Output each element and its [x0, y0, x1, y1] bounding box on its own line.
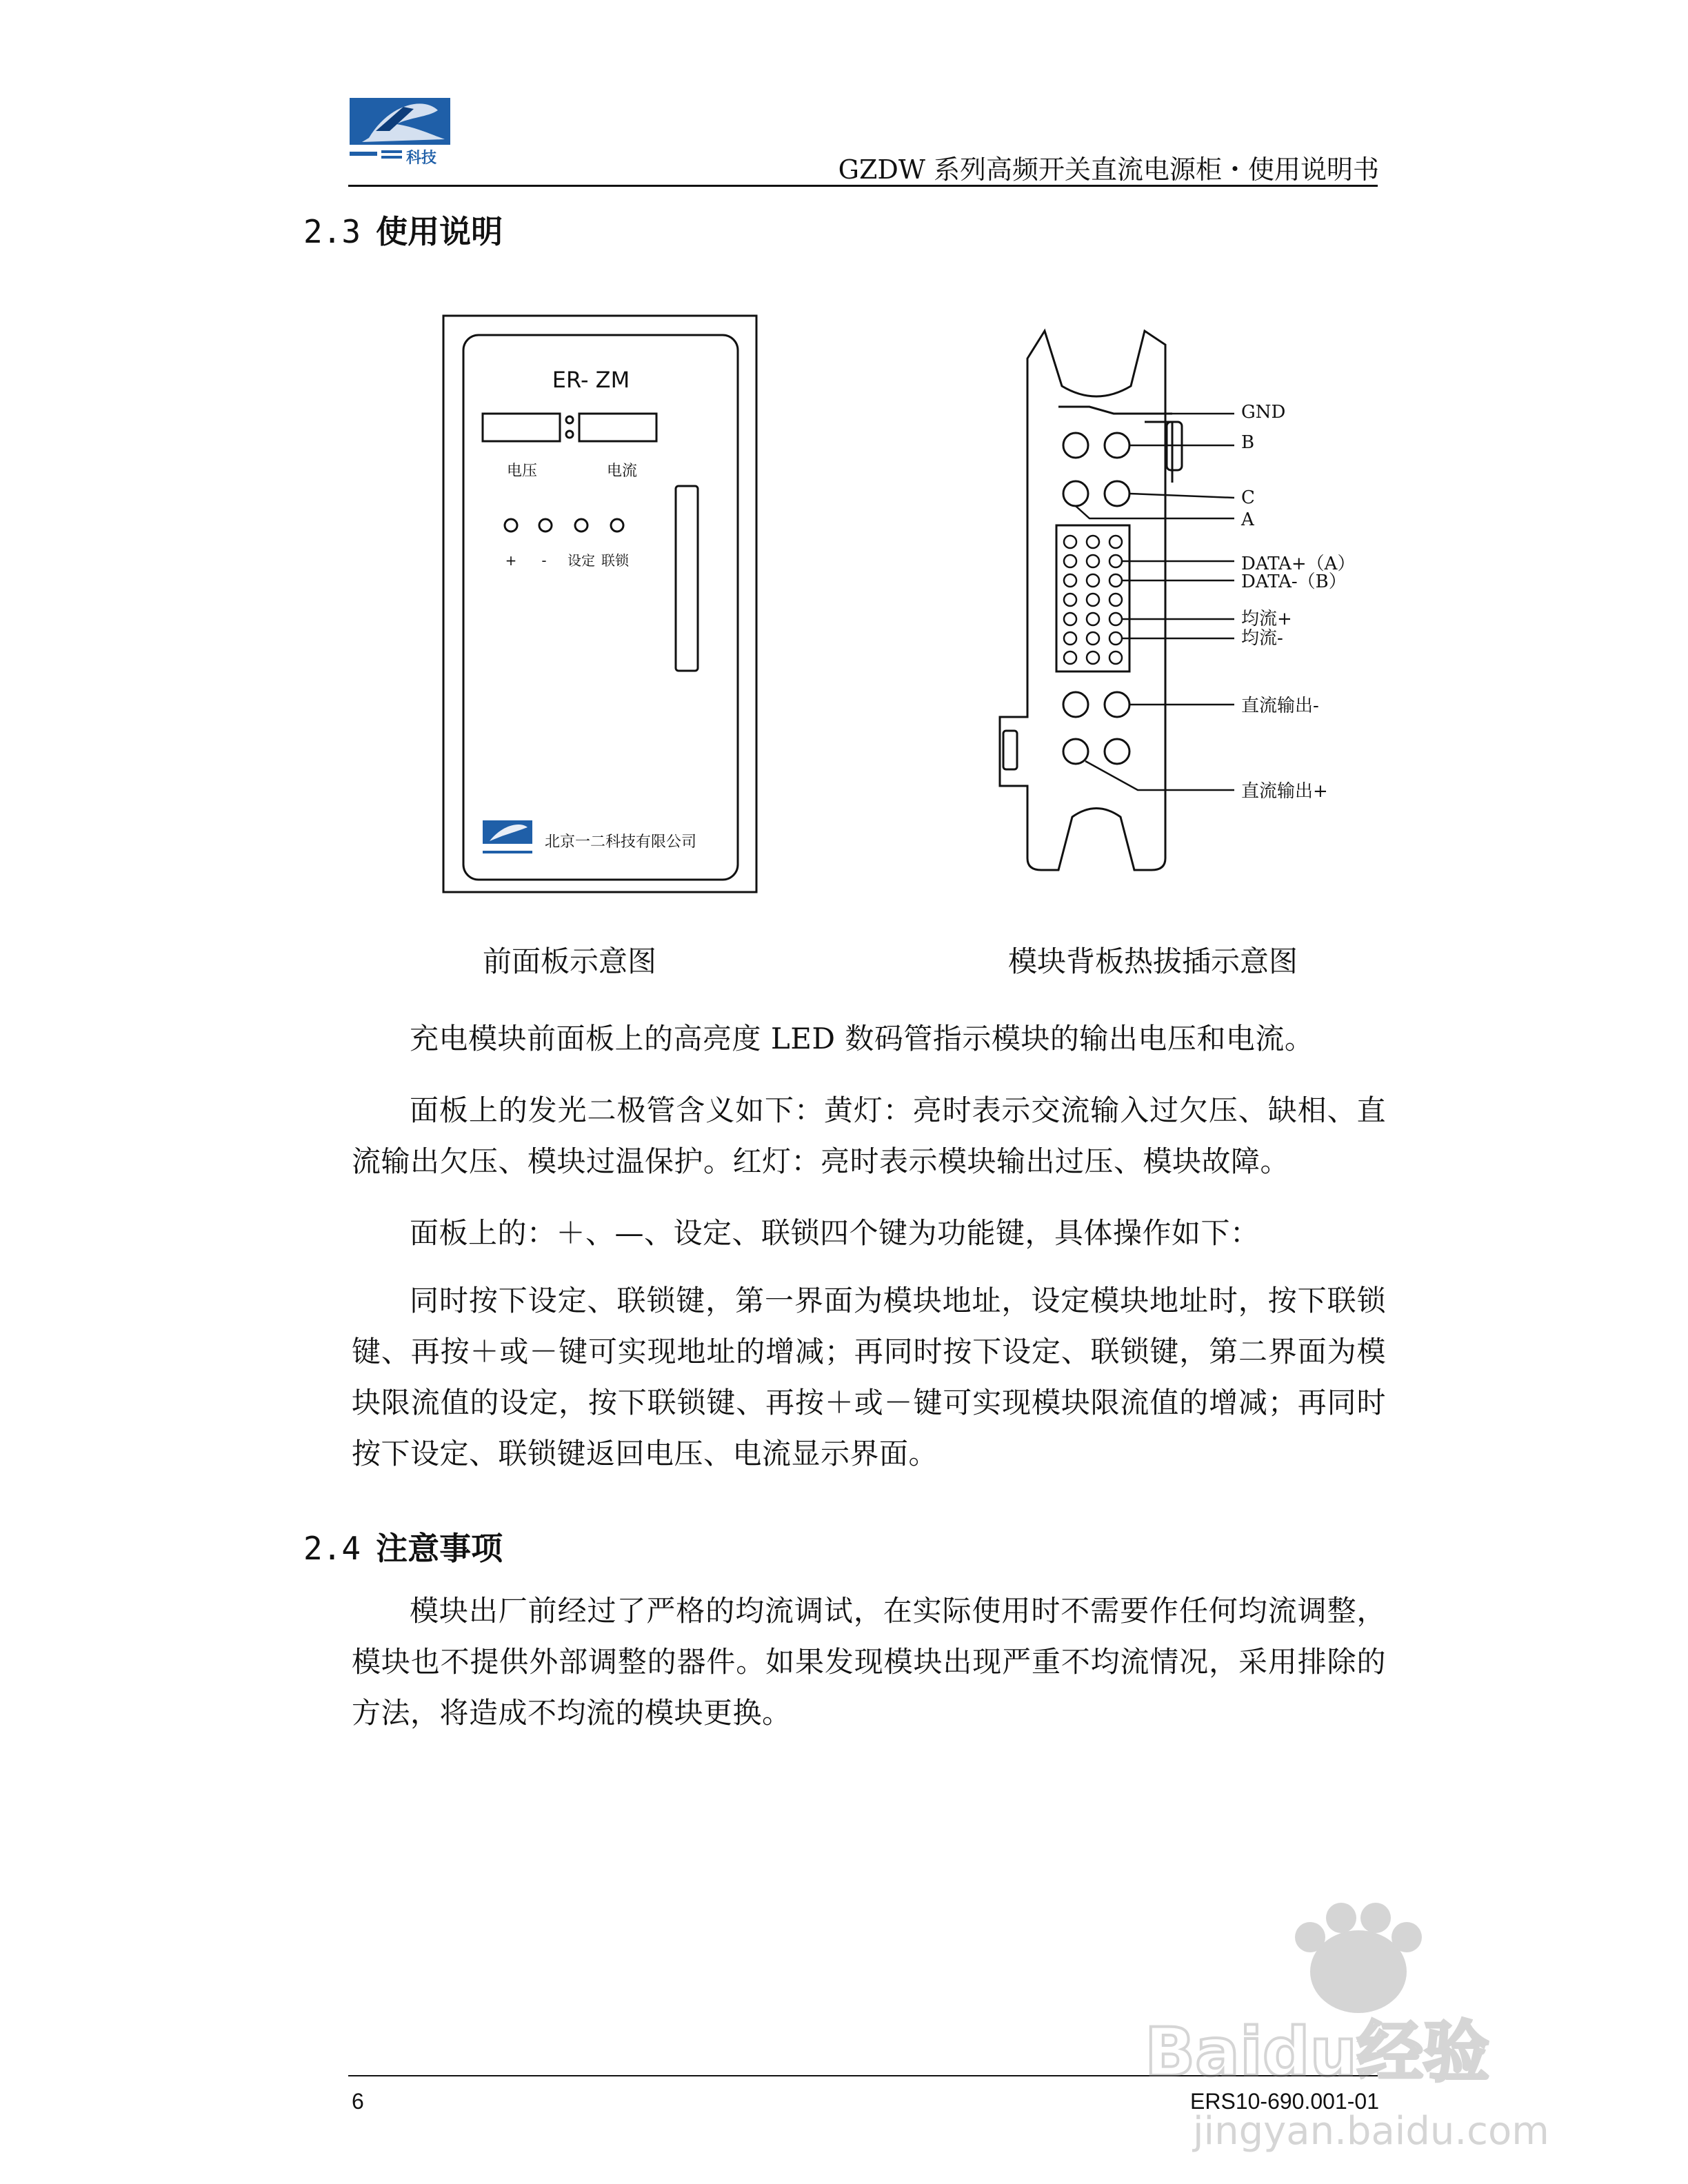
current-label: 电流 — [606, 463, 638, 480]
label-data-plus: DATA+（A） — [1241, 554, 1356, 574]
pin-dc-minus-left — [1063, 692, 1088, 717]
plus-button[interactable] — [505, 519, 517, 532]
pin-a — [1063, 481, 1088, 506]
pin-dc-plus — [1063, 739, 1088, 764]
paw-icon — [1295, 1903, 1422, 2013]
front-panel-inner — [463, 335, 738, 880]
back-panel-diagram — [1000, 331, 1182, 870]
header-title: GZDW 系列高频开关直流电源柜・使用说明书 — [838, 154, 1379, 185]
front-panel-diagram — [443, 316, 756, 892]
front-panel-logo — [483, 820, 532, 853]
gnd-lead — [1058, 407, 1172, 414]
logo-text: 科技 — [406, 150, 437, 167]
label-dc-out-minus: 直流输出- — [1241, 696, 1319, 716]
back-panel-outline — [1000, 331, 1165, 870]
indicator-led-red — [566, 431, 573, 438]
section-title: 使用说明 — [376, 213, 503, 250]
label-share-plus: 均流+ — [1241, 609, 1292, 629]
front-panel-model: ER- ZM — [552, 367, 630, 393]
paragraph-operation: 同时按下设定、联锁键，第一界面为模块地址，设定模块地址时，按下联锁键、再按＋或－键可实现地址的增减；再同时按下设定、联锁键，第二界面为模块限流值的设定，按下联锁键、再按＋或－键可实现模块限流值的增减；再同时按下设定、联锁键返回电压、电流显示界面。 — [352, 1284, 1386, 1470]
pin-dc-minus — [1105, 692, 1129, 717]
pin-c — [1105, 481, 1129, 506]
fuse-lead — [1145, 422, 1172, 483]
pin-b — [1105, 433, 1129, 458]
label-share-minus: 均流- — [1241, 628, 1283, 649]
figures — [0, 0, 1688, 924]
voltage-label: 电压 — [506, 463, 538, 480]
back-panel-caption: 模块背板热拔插示意图 — [1008, 944, 1298, 978]
label-gnd: GND — [1241, 402, 1286, 423]
set-button-label: 设定 — [567, 552, 595, 569]
set-button[interactable] — [575, 519, 587, 532]
signal-pin-grid — [1064, 536, 1122, 664]
current-display — [579, 414, 656, 441]
handle-slot — [676, 486, 698, 671]
label-dc-out-plus: 直流输出+ — [1241, 781, 1328, 802]
watermark-url: jingyan.baidu.com — [1193, 2109, 1549, 2154]
minus-button-label: - — [541, 552, 547, 569]
latch — [1003, 731, 1017, 769]
document-code: ERS10-690.001-01 — [1190, 2089, 1379, 2114]
section-title: 注意事项 — [376, 1530, 503, 1567]
pin-dc-plus-right — [1105, 739, 1129, 764]
lock-button-label: 联锁 — [601, 552, 629, 569]
label-b: B — [1241, 432, 1255, 453]
lock-button[interactable] — [611, 519, 623, 532]
section-number: 2.3 — [303, 213, 361, 250]
voltage-display — [483, 414, 560, 441]
paragraph-precautions: 模块出厂前经过了严格的均流调试，在实际使用时不需要作任何均流调整，模块也不提供外部调整的器件。如果发现模块出现严重不均流情况，采用排除的方法，将造成不均流的模块更换。 — [352, 1594, 1386, 1730]
front-panel-caption: 前面板示意图 — [483, 944, 657, 978]
front-panel-company: 北京一二科技有限公司 — [545, 833, 697, 851]
front-panel-outer — [443, 316, 756, 892]
page-number: 6 — [352, 2089, 364, 2114]
baidu-watermark — [1131, 1889, 1572, 2178]
paragraph-indicator-leds: 面板上的发光二极管含义如下：黄灯：亮时表示交流输入过欠压、缺相、直流输出欠压、模块过温保护。红灯：亮时表示模块输出过压、模块故障。 — [352, 1093, 1386, 1178]
section-number: 2.4 — [303, 1530, 361, 1567]
label-a: A — [1241, 509, 1254, 530]
watermark-brand: Baidu经验 — [1145, 2014, 1489, 2091]
plus-button-label: + — [505, 552, 517, 569]
minus-button[interactable] — [539, 519, 552, 532]
paragraph-led-display: 充电模块前面板上的高亮度 LED 数码管指示模块的输出电压和电流。 — [410, 1022, 1314, 1055]
label-c: C — [1241, 487, 1255, 508]
pin-b-left — [1063, 433, 1088, 458]
label-data-minus: DATA-（B） — [1241, 572, 1347, 592]
indicator-led-yellow — [566, 416, 573, 423]
paragraph-function-keys: 面板上的：＋、—、设定、联锁四个键为功能键，具体操作如下： — [410, 1216, 1260, 1250]
section-heading-2-4 — [303, 1524, 503, 1569]
